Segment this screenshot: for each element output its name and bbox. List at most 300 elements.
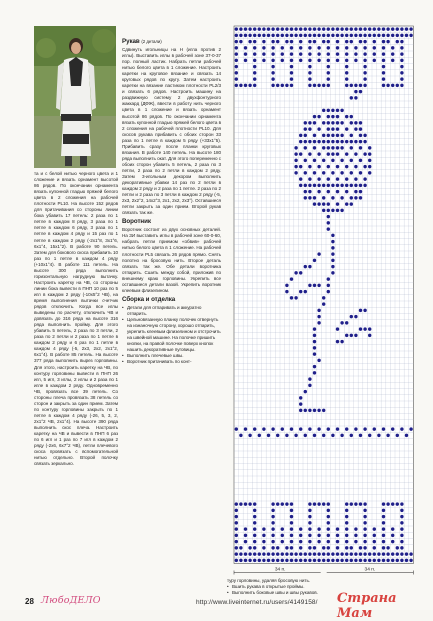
stitch-dot [262, 34, 265, 37]
front-panel-text: та и с белой нитью черного цвета и 1 сложение и вязать орнамент высотой 86 рядов. По окончании орнамента вязать купонной гладью пряжей белого цвета в 2 сложения на рабочей плотности PL10. На высоте 152 рядов для притачивания со стороны линии бока убавить 17 петель: 2 раза по 1 петле в каждом 8 ряду, 3 раза по 1 петле в каждом 6 ряду, 3 раза по 1 петле в каждом 4 ряду и 15 раз по 1 петле в каждом 2 ряду (-2х1°8, 3х1°6, 6х1°4, 15х1°2). В работе 90 петель. Затем для бокового скоса прибавить 10 раз по 1 петле в каждом 4 ряду (+10х1°4). В работе 111 петель. На высоте 300 ряда выполнить горизонтальную нагрудную вытачку. Настроить каретку на ЧВ, со стороны линии бока вывести в ПНП 10 раз по 5 игл в каждом 2 ряду (-10х5°2 ЧВ), на время выполнения вытачки счетчик рядов отключить. Когда все иглы выведены по расчету, отключить ЧВ и довязать до 316 ряда на высоте 316 ряда выполнить пройму. Для этого убавить 5 петель, 2 раза по 3 петли, 2 раза по 2 петли и 2 раза по 1 петле в каждом 2 ряду и 6 раз по 1 петле в каждом 4 ряду (-5, 2х3, 2х2, 2х1°2, 6х1°4). В работе 85 петель. На высоте 377 ряда выполнить вырез горловины. Для этого, настроить каретку на ЧВ, по контуру горловины вывести в ПНП 26 игл, 5 игл, 3 иглы, 2 иглы и 2 раза по 1 игле в каждом 2 ряду. Одновременно ЧВ, провязать все 39 петель. Со стороны плеча провязать 38 петель со сторон и закрыть за один прием. Затем по контуру горловины закрыть по 1 петле в каждом 4 ряду (-26, 5, 3, 2, 2х1°2 ЧВ, 2х1°4). На высоте 390 ряда выполнить скос плеча. Настроить каретку на ЧВ и вывести в ПНП 6 раз по 6 игл и 1 раз по 7 игл в каждом 2 ряду (-2х6, 6х7°2 ЧВ), петли плечевого скоса провязать с вспомогательной нитью отдельно. Второй полочку связать зеркально. [34, 171, 118, 467]
stitch-dot [336, 202, 339, 205]
stitch-dot [382, 427, 385, 430]
stitch-dot [368, 159, 371, 162]
chart-dimension-left [234, 567, 321, 575]
stitch-dot [354, 315, 357, 318]
stitch-dot [248, 27, 251, 30]
collar-text: Воротник состоит из двух основных деталей. На ЗИ выставить иглы в рабочей зоне 60-0-60, набрать петли приемом «обвив» рабочей нитью белого цвета в 1 сложение. На рабочей плотности PL5 связать 26 рядов прямо. Снять полотно на бросовую нить. Второе деталь связать так же. Обе детали воротника отпарить. Сшить между собой, приложив по внешнему краю горловины. Укрепить все оставшиеся детали вазой. Укрепить воротник клеевым флизелином. [122, 227, 221, 293]
stitch-dot [235, 27, 238, 30]
stitch-dot [253, 40, 256, 43]
stitch-dot [336, 109, 339, 112]
stitch-dot [248, 34, 251, 37]
stitch-dot [322, 409, 325, 412]
stitch-dot [354, 96, 357, 99]
stitch-dot [317, 140, 320, 143]
stitch-dot [331, 109, 334, 112]
stitch-dot [386, 559, 389, 562]
stitch-dot [267, 552, 270, 555]
stitch-dot [317, 152, 320, 155]
stitch-dot [354, 152, 357, 155]
stitch-dot [244, 527, 247, 530]
stitch-dot [290, 546, 293, 549]
stitch-dot [253, 52, 256, 55]
stitch-dot [345, 509, 348, 512]
stitch-dot [271, 65, 274, 68]
stitch-dot [400, 521, 403, 524]
stitch-dot [354, 334, 357, 337]
stitch-dot [294, 146, 297, 149]
stitch-dot [271, 27, 274, 30]
stitch-dot [258, 34, 261, 37]
stitch-dot [262, 527, 265, 530]
stitch-dot [327, 284, 330, 287]
stitch-dot [363, 184, 366, 187]
stitch-dot [327, 509, 330, 512]
stitch-dot [350, 34, 353, 37]
stitch-dot [368, 434, 371, 437]
stitch-dot [317, 309, 320, 312]
stitch-dot [235, 552, 238, 555]
stitch-dot [345, 184, 348, 187]
stitch-dot [350, 146, 353, 149]
stitch-dot [327, 40, 330, 43]
stitch-dot [235, 546, 238, 549]
stitch-dot [308, 34, 311, 37]
stitch-dot [308, 527, 311, 530]
chart-dimension-right [327, 567, 414, 575]
stitch-dot [308, 427, 311, 430]
stitch-dot [336, 52, 339, 55]
sleeve-subtitle: (2 детали) [141, 39, 162, 44]
stitch-dot [313, 259, 316, 262]
stitch-dot [317, 427, 320, 430]
stitch-dot [368, 559, 371, 562]
stitch-dot [336, 327, 339, 330]
stitch-dot [317, 84, 320, 87]
stitch-dot [258, 27, 261, 30]
stitch-dot [276, 40, 279, 43]
stitch-dot [400, 77, 403, 80]
stitch-dot [235, 427, 238, 430]
stitch-dot [267, 34, 270, 37]
stitch-dot [363, 309, 366, 312]
stitch-dot [239, 552, 242, 555]
stitch-dot [340, 146, 343, 149]
stitch-dot [271, 59, 274, 62]
stitch-dot [331, 152, 334, 155]
stitch-dot [313, 171, 316, 174]
stitch-dot [400, 65, 403, 68]
stitch-dot [391, 59, 394, 62]
stitch-dot [382, 534, 385, 537]
stitch-dot [336, 27, 339, 30]
stitch-dot [317, 559, 320, 562]
stitch-dot [400, 559, 403, 562]
stitch-dot [290, 84, 293, 87]
stitch-dot [248, 559, 251, 562]
stitch-dot [281, 34, 284, 37]
stitch-dot [331, 209, 334, 212]
sleeve-heading [122, 38, 221, 46]
stitch-dot [327, 427, 330, 430]
stitch-dot [400, 59, 403, 62]
stitch-dot [299, 165, 302, 168]
stitch-dot [276, 559, 279, 562]
stitch-dot [363, 59, 366, 62]
stitch-dot [336, 152, 339, 155]
stitch-dot [382, 559, 385, 562]
magazine-logo [41, 595, 101, 606]
stitch-dot [267, 559, 270, 562]
stitch-dot [313, 327, 316, 330]
stitch-dot [396, 84, 399, 87]
stitch-dot [359, 434, 362, 437]
model-photo [34, 26, 116, 168]
stitch-dot [299, 271, 302, 274]
stitch-dot [345, 521, 348, 524]
stitch-dot [331, 184, 334, 187]
stitch-dot [350, 171, 353, 174]
stitch-dot [271, 521, 274, 524]
stitch-dot [317, 59, 320, 62]
stitch-dot [271, 502, 274, 505]
stitch-dot [345, 65, 348, 68]
stitch-dot [327, 84, 330, 87]
stitch-dot [235, 534, 238, 537]
stitch-dot [313, 434, 316, 437]
stitch-dot [308, 559, 311, 562]
stitch-dot [317, 202, 320, 205]
stitch-dot [308, 546, 311, 549]
stitch-dot [345, 127, 348, 130]
stitch-dot [262, 52, 265, 55]
stitch-dot [253, 59, 256, 62]
stitch-dot [363, 509, 366, 512]
stitch-dot [290, 515, 293, 518]
stitch-dot [304, 27, 307, 30]
stitch-dot [405, 34, 408, 37]
stitch-dot [386, 84, 389, 87]
stitch-dot [400, 52, 403, 55]
stitch-dot [345, 190, 348, 193]
stitch-dot [350, 134, 353, 137]
watermark: Страна Мам [337, 591, 397, 621]
stitch-dot [253, 521, 256, 524]
stitch-dot [354, 52, 357, 55]
stitch-dot [336, 534, 339, 537]
stitch-dot [285, 84, 288, 87]
stitch-dot [391, 46, 394, 49]
stitch-dot [308, 552, 311, 555]
stitch-dot [304, 196, 307, 199]
stitch-dot [382, 59, 385, 62]
stitch-dot [244, 502, 247, 505]
stitch-dot [327, 559, 330, 562]
stitch-dot [271, 427, 274, 430]
stitch-dot [336, 146, 339, 149]
stitch-dot [336, 165, 339, 168]
stitch-dot [340, 27, 343, 30]
stitch-dot [253, 540, 256, 543]
stitch-dot [271, 534, 274, 537]
stitch-dot [345, 534, 348, 537]
stitch-dot [322, 146, 325, 149]
stitch-dot [290, 509, 293, 512]
stitch-dot [354, 534, 357, 537]
stitch-dot [345, 552, 348, 555]
stitch-dot [313, 352, 316, 355]
stitch-dot [336, 115, 339, 118]
stitch-dot [400, 502, 403, 505]
stitch-dot [327, 59, 330, 62]
stitch-dot [396, 434, 399, 437]
stitch-dot [363, 65, 366, 68]
stitch-dot [363, 40, 366, 43]
stitch-dot [258, 559, 261, 562]
sleeve-text: Сдвинуть игольницы на Н (игла против 2 иглы). Выставить иглы в рабочей зоне 37-0-37 пор. полный ластик. Набрать петли рабочей нитью белого цвета в 1 сложение. Настроить каретки на круговое вязание и связать 14 круговых рядов по кругу. Затем настроить каретки на вязание ластиком плотности PL2/3 и связать 6 рядов. Настроить машину на раздвижную систему 2 двухфонтурного жаккард (ДФЖ), ввести в работу нить черного цвета в 1 сложение и вязать орнамент высотой 86 рядов. По окончании орнамента вязать купонной гладью пряжей белого цвета в 2 сложения на рабочей плотности PL10. Для скосов рукава прибавить с обоих сторон 33 раза по 1 петле в каждом 5 ряду (+33х1°5). Прибавить сразу после планки круговых вязания. В работе 140 петель. На высоте 180 ряда выполнить окат. Для этого попеременно с обоих сторон убавить 5 петель, 2 раза по 3 петли, 2 раза по 2 петли в каждом 2 ряду. Затем 3-игольным декором выполнить декоративные убавки 14 раз по 2 петли в каждом 2 ряду и 2 раза по 1 петле. 2 раза по 2 петли и 2 раза по 3 петли в каждом 2 ряду (-5, 2х3, 2х2°2, 14х2°3, 2х1, 2х2, 2х3°). Оставшиеся петли закрыть за один прием. Второй рукав связать так же. [122, 47, 221, 216]
stitch-dot [239, 34, 242, 37]
stitch-dot [336, 427, 339, 430]
stitch-dot [391, 84, 394, 87]
stitch-dot [396, 546, 399, 549]
stitch-dot [327, 534, 330, 537]
assembly-item: • Детали для отпаривать и аккуратно отпарить. [122, 305, 221, 317]
stitch-dot [299, 396, 302, 399]
stitch-dot [313, 134, 316, 137]
stitch-dot [258, 434, 261, 437]
stitch-dot [345, 321, 348, 324]
stitch-dot [377, 434, 380, 437]
stitch-dot [363, 427, 366, 430]
stitch-dot [350, 159, 353, 162]
stitch-dot [281, 527, 284, 530]
stitch-dot [290, 521, 293, 524]
stitch-dot [294, 296, 297, 299]
stitch-dot [290, 552, 293, 555]
stitch-dot [317, 127, 320, 130]
stitch-dot [271, 546, 274, 549]
stitch-dot [354, 34, 357, 37]
stitch-dot [345, 559, 348, 562]
stitch-dot [363, 46, 366, 49]
stitch-dot [313, 27, 316, 30]
stitch-dot [253, 65, 256, 68]
stitch-dot [331, 559, 334, 562]
stitch-dot [359, 196, 362, 199]
stitch-dot [327, 146, 330, 149]
stitch-dot [359, 34, 362, 37]
stitch-dot [382, 521, 385, 524]
stitch-dot [386, 502, 389, 505]
stitch-dot [359, 171, 362, 174]
stitch-dot [290, 27, 293, 30]
stitch-dot [409, 427, 412, 430]
stitch-dot [340, 559, 343, 562]
stitch-dot [299, 427, 302, 430]
stitch-dot [322, 40, 325, 43]
stitch-dot [373, 40, 376, 43]
stitch-dot [382, 509, 385, 512]
stitch-dot [345, 546, 348, 549]
stitch-dot [331, 434, 334, 437]
stitch-dot [373, 59, 376, 62]
stitch-dot [350, 184, 353, 187]
stitch-dot [308, 121, 311, 124]
stitch-dot [327, 115, 330, 118]
stitch-dot [331, 259, 334, 262]
stitch-dot [405, 434, 408, 437]
stitch-dot [327, 202, 330, 205]
stitch-dot [400, 509, 403, 512]
stitch-dot [363, 534, 366, 537]
stitch-dot [290, 34, 293, 37]
stitch-dot [313, 84, 316, 87]
stitch-dot [244, 427, 247, 430]
stitch-dot [336, 540, 339, 543]
stitch-dot [359, 146, 362, 149]
stitch-dot [304, 127, 307, 130]
stitch-dot [285, 552, 288, 555]
stitch-dot [409, 34, 412, 37]
stitch-dot [290, 427, 293, 430]
stitch-dot [281, 27, 284, 30]
stitch-dot [354, 527, 357, 530]
sleeve-and-collar-column [122, 36, 221, 365]
stitch-dot [350, 196, 353, 199]
assembly-item: • Выполнить боковые швы и швы рукавов. [227, 590, 322, 596]
stitch-dot [382, 540, 385, 543]
stitch-dot [391, 534, 394, 537]
stitch-dot [336, 559, 339, 562]
stitch-dot [267, 27, 270, 30]
stitch-dot [294, 171, 297, 174]
stitch-dot [322, 27, 325, 30]
stitch-dot [391, 52, 394, 55]
stitch-dot [327, 515, 330, 518]
stitch-dot [299, 540, 302, 543]
stitch-dot [253, 84, 256, 87]
front-panel-instructions [34, 171, 118, 467]
stitch-dot [368, 34, 371, 37]
stitch-dot [368, 327, 371, 330]
stitch-dot [299, 27, 302, 30]
stitch-dot [253, 46, 256, 49]
stitch-dot [327, 290, 330, 293]
stitch-dot [308, 165, 311, 168]
assembly-item: • Вшить рукава в открытые проймы. [227, 584, 322, 590]
stitch-dot [299, 409, 302, 412]
stitch-dot [363, 552, 366, 555]
stitch-dot [354, 46, 357, 49]
stitch-dot [386, 40, 389, 43]
stitch-dot [336, 140, 339, 143]
stitch-dot [244, 27, 247, 30]
stitch-dot [386, 34, 389, 37]
stitch-dot [409, 559, 412, 562]
stitch-dot [299, 59, 302, 62]
stitch-dot [244, 552, 247, 555]
stitch-dot [308, 127, 311, 130]
stitch-dot [363, 327, 366, 330]
stitch-dot [262, 46, 265, 49]
stitch-dot [276, 34, 279, 37]
stitch-dot [235, 59, 238, 62]
stitch-dot [253, 427, 256, 430]
stitch-dot [322, 302, 325, 305]
stitch-dot [308, 521, 311, 524]
stitch-dot [350, 121, 353, 124]
stitch-dot [253, 559, 256, 562]
stitch-dot [345, 40, 348, 43]
stitch-dot [354, 140, 357, 143]
stitch-dot [363, 34, 366, 37]
stitch-dot [400, 71, 403, 74]
stitch-dot [290, 46, 293, 49]
stitch-dot [336, 177, 339, 180]
stitch-dot [244, 34, 247, 37]
stitch-dot [235, 540, 238, 543]
stitch-dot [345, 140, 348, 143]
stitch-dot [350, 546, 353, 549]
stitch-dot [317, 27, 320, 30]
stitch-dot [271, 527, 274, 530]
stitch-dot [373, 34, 376, 37]
stitch-dot [322, 296, 325, 299]
stitch-dot [327, 65, 330, 68]
stitch-dot [350, 202, 353, 205]
stitch-dot [354, 165, 357, 168]
stitch-dot [262, 559, 265, 562]
stitch-dot [345, 502, 348, 505]
stitch-dot [299, 140, 302, 143]
stitch-dot [363, 77, 366, 80]
stitch-dot [235, 559, 238, 562]
stitch-dot [235, 527, 238, 530]
stitch-dot [400, 46, 403, 49]
stitch-dot [396, 40, 399, 43]
stitch-dot [396, 502, 399, 505]
stitch-dot [313, 196, 316, 199]
stitch-dot [382, 546, 385, 549]
stitch-dot [331, 265, 334, 268]
stitch-dot [308, 46, 311, 49]
stitch-dot [281, 52, 284, 55]
stitch-dot [253, 527, 256, 530]
stitch-dot [248, 546, 251, 549]
stitch-dot [391, 527, 394, 530]
stitch-dot [313, 552, 316, 555]
stitch-dot [253, 534, 256, 537]
stitch-dot [359, 159, 362, 162]
stitch-dot [345, 427, 348, 430]
stitch-dot [276, 27, 279, 30]
stitch-dot [331, 34, 334, 37]
stitch-dot [359, 184, 362, 187]
stitch-dot [382, 40, 385, 43]
stitch-dot [290, 540, 293, 543]
stitch-dot [359, 502, 362, 505]
stitch-dot [400, 534, 403, 537]
stitch-dot [327, 27, 330, 30]
stitch-dot [313, 146, 316, 149]
stitch-dot [336, 127, 339, 130]
stitch-dot [235, 84, 238, 87]
stitch-dot [299, 546, 302, 549]
stitch-dot [322, 134, 325, 137]
stitch-dot [382, 84, 385, 87]
stitch-dot [253, 552, 256, 555]
assembly-list [122, 305, 221, 365]
